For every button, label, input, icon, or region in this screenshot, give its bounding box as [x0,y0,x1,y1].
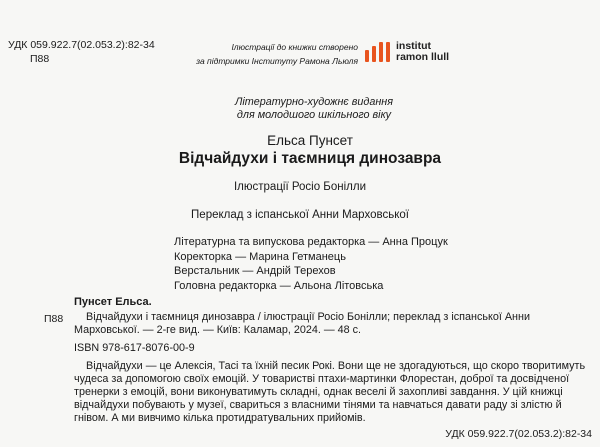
translator-line: Переклад з іспанської Анни Марховської [191,209,409,221]
credit-line: Головна редакторка — Альона Літовська [174,279,384,292]
catalog-description: Відчайдухи і таємниця динозавра / ілюстрації Росіо Бонілли; переклад з іспанської Анни Марховської. — 2-ге вид. — Київ: Каламар, 2024. — 48 с. [74,311,530,336]
support-line-1: Ілюстрації до книжки створено [231,42,358,52]
credit-line: Коректорка — Марина Гетманець [174,250,346,263]
udk-code-bottom: УДК 059.922.7(02.053.2):82-34 [445,428,592,440]
book-title: Відчайдухи і таємниця динозавра [178,150,442,167]
isbn: ISBN 978-617-8076-00-9 [74,342,195,354]
support-note [196,40,358,68]
support-line-2: за підтримки Інституту Рамона Льюля [196,56,358,66]
genre-note [0,96,600,122]
logo-text [396,41,449,63]
catalog-index: П88 [44,313,64,325]
logo-line-1: institut [396,40,431,52]
udk-code: УДК 059.922.7(02.053.2):82-34 [8,39,155,51]
institut-ramon-llull-logo [365,41,449,63]
genre-line-1: Літературно-художнє видання [234,96,394,108]
logo-bars-icon [365,42,390,62]
credit-line: Верстальник — Андрій Терехов [174,265,336,277]
credit-line: Літературна та випускова редакторка — Анна Процук [174,236,448,248]
catalog-author-heading: Пунсет Ельса. [74,296,152,308]
illustrator-line: Ілюстрації Росіо Бонілли [233,181,367,193]
editorial-credits [174,235,448,293]
logo-line-2: ramon llull [396,51,450,63]
annotation: Відчайдухи — це Алексія, Тасі та їхній песик Рокі. Вони ще не здогадуються, що скоро творитимуть чудеса за допомогою своїх емоцій. У товаристві птахи-мартинки Флорестан, доброї та досвідченої тренерки з емоцій, вони виконуватимуть складні, однак веселі й захопливі завдання. У цій книжці відчайдухи побувають у музеї, свариться з власними тінями та навчаться давати раду зі злістю й гнівом. А ми вивчимо кілька протидратувальних прийомів. [74,360,586,424]
book-author: Ельса Пунсет [267,133,353,148]
author-index: П88 [30,53,50,65]
genre-line-2: для молодшого шкільного віку [236,109,392,121]
